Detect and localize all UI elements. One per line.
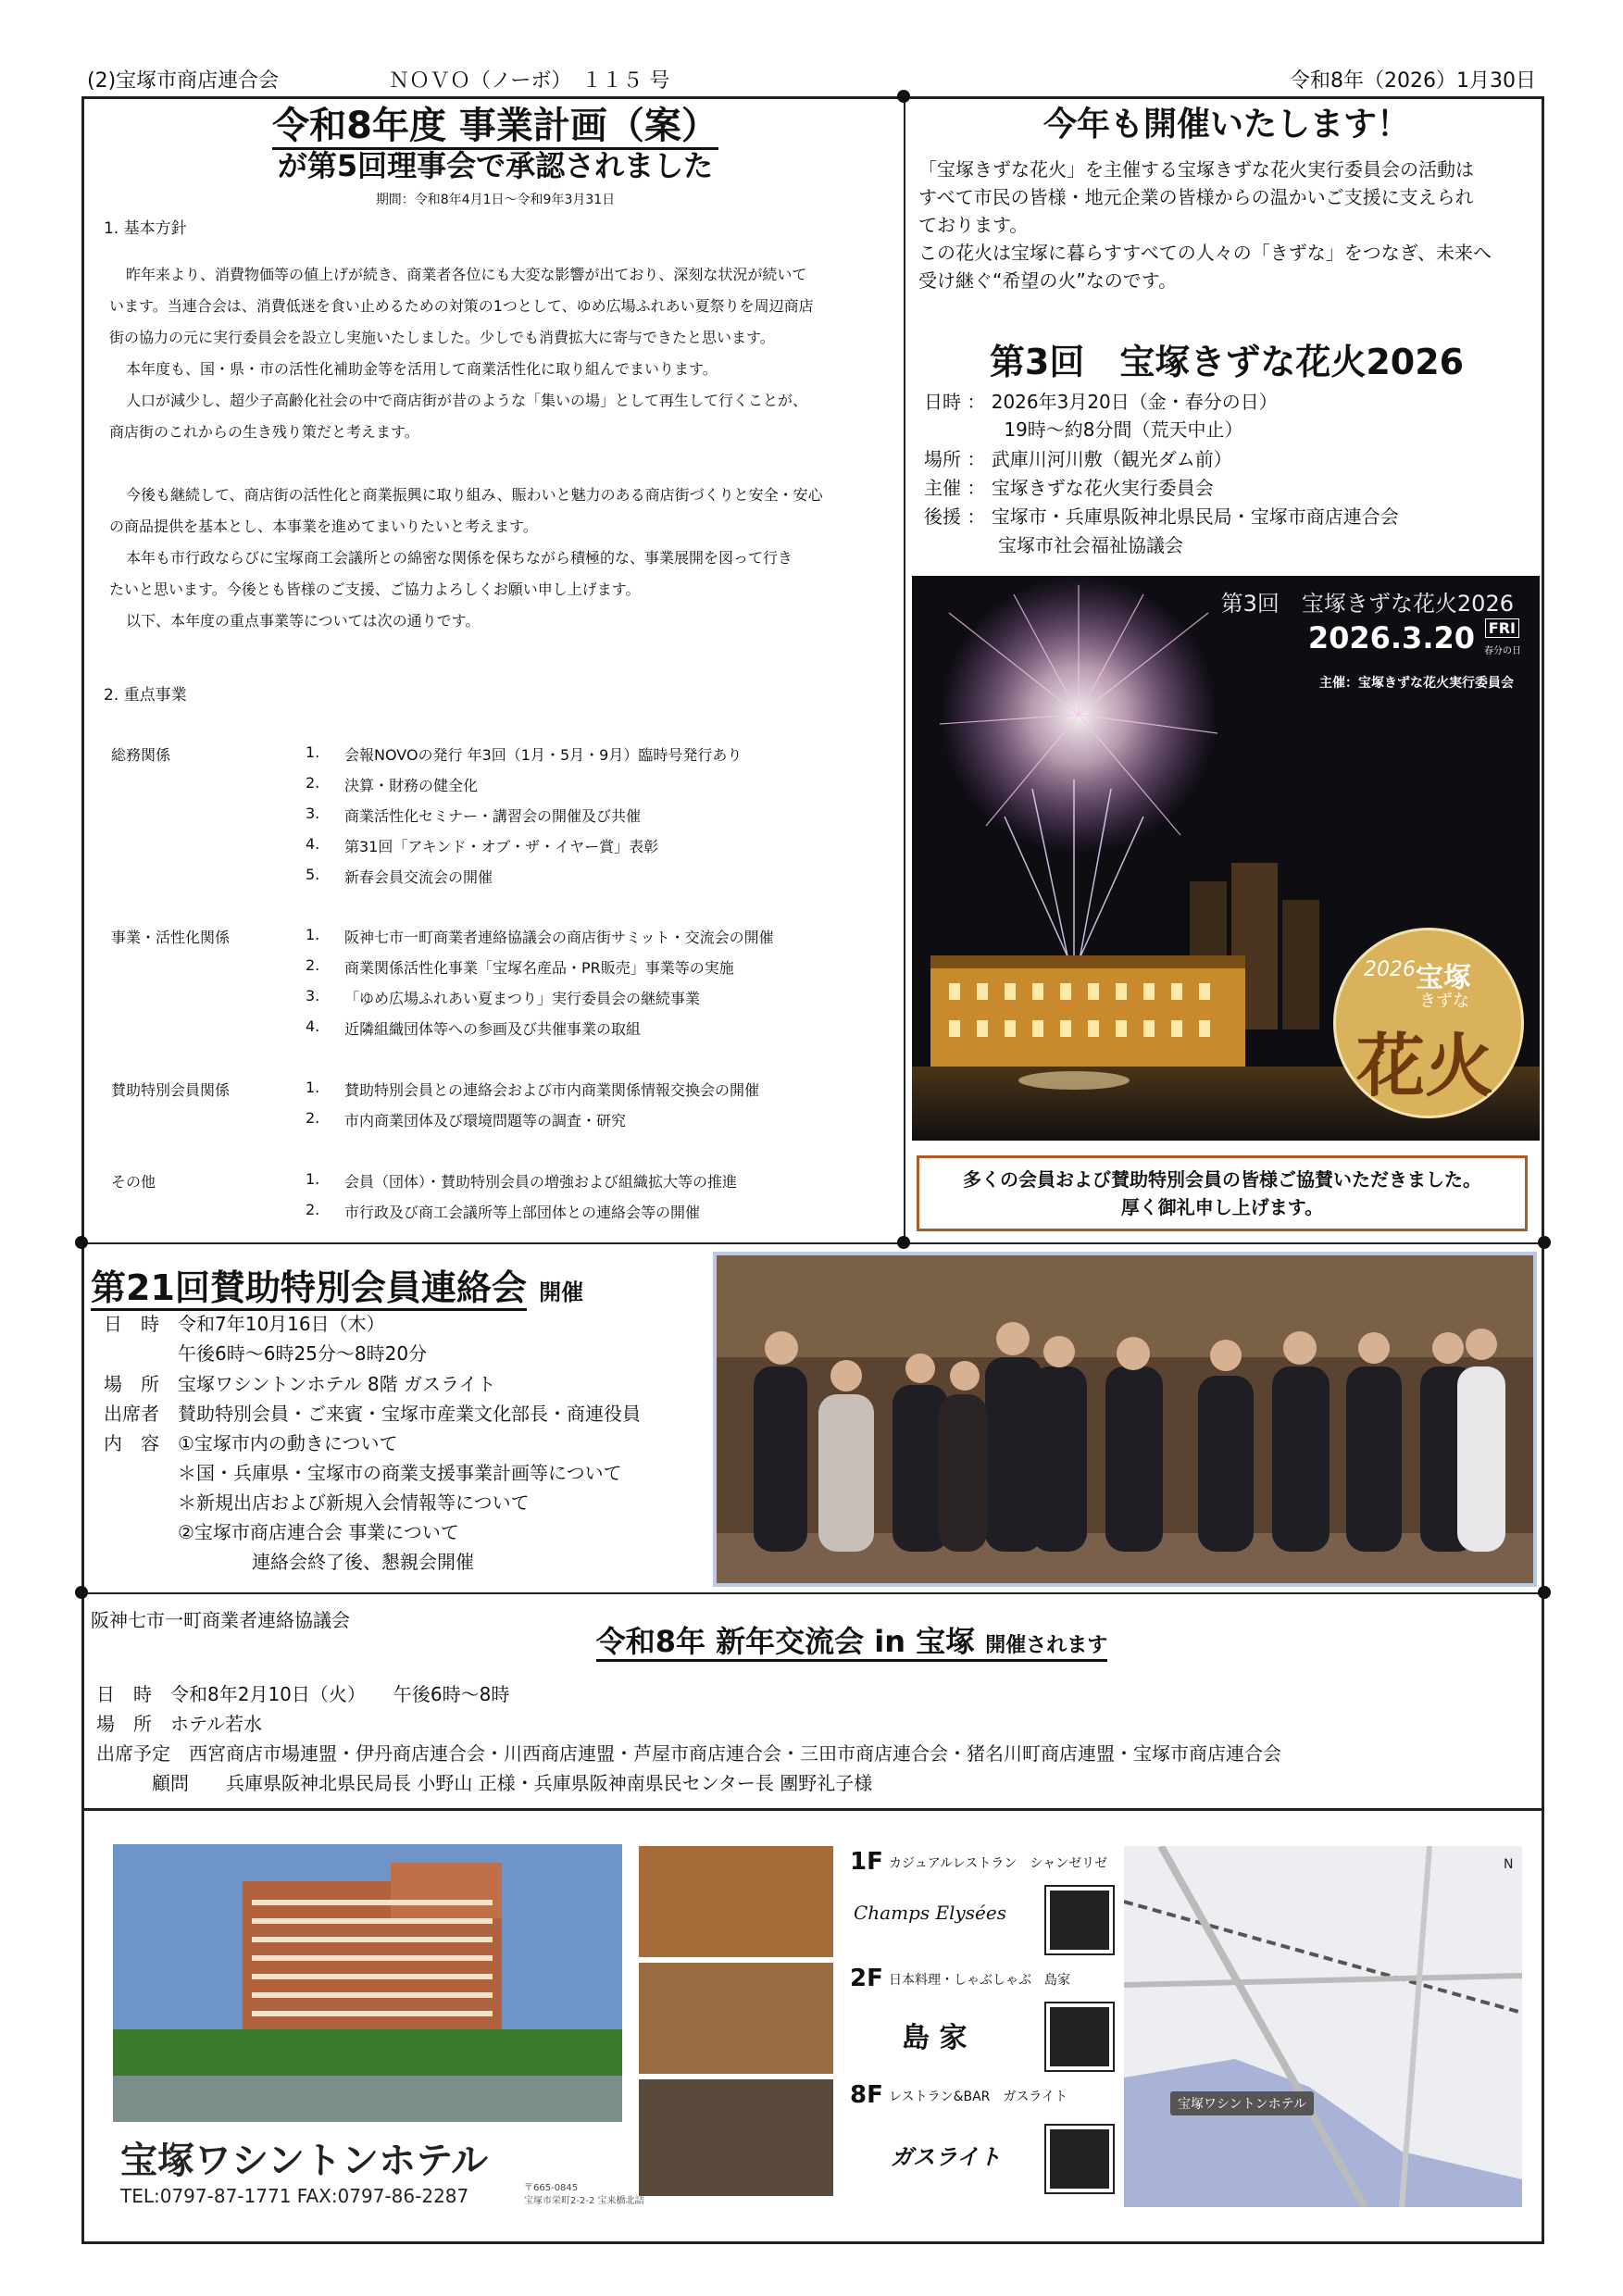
item-number: 4. (306, 835, 320, 853)
plan-body: 昨年来より、消費物価等の値上げが続き、商業者各位にも大変な影響が出ており、深刻な状況が続いて います。当連合会は、消費低迷を食い止めるための対策の1つとして、ゆめ広場ふれあい夏祭りを周辺商店 街の協力の元に実行委員会を設立し実施いたしました。少しでも消費拡大に寄与できたと思います。 本年度も、国・県・市の活性化補助金等を活用して商業活性化に取り組んでまいります。 人口が減少し、超少子高齢化社会の中で商店街が昔のような「集いの場」として再生して行くことが、 商店街のこれからの生き残り策だと考えます。 今後も継続して、商店街の活性化と商業振興に取り組み、賑わいと魅力のある商店街づくりと安全・安心 の商品提供を基本とし、本事業を進めてまいりたいと考えます。 本年も市行政ならびに宝塚商工会議所との綿密な関係を保ちながら積極的な、事業展開を図って行き たいと思います。今後とも皆様のご支援、ご協力よろしくお願い申し上げます。 以下、本年度の重点事業等については次の通りです。 (109, 266, 823, 630)
event-info-row: 日時 ： 2026年3月20日（金・春分の日） (924, 391, 1278, 413)
newyear-row: 場 所 ホテル若水 (96, 1713, 262, 1735)
fireworks-poster (912, 576, 1540, 1141)
floor-desc: カジュアルレストラン シャンゼリゼ (889, 1856, 1107, 1871)
item-number: 2. (306, 1109, 320, 1127)
floor-desc: レストラン&BAR ガスライト (889, 2090, 1067, 2104)
list-item: 近隣組織団体等への参画及び共催事業の取組 (344, 1020, 642, 1038)
meeting-row: ②宝塚市商店連合会 事業について (104, 1521, 459, 1543)
list-item: 市行政及び商工会議所等上部団体との連絡会等の開催 (344, 1204, 701, 1221)
item-number: 2. (306, 1201, 320, 1218)
list-item: 新春会員交流会の開催 (344, 868, 493, 886)
plan-title: 令和8年度 事業計画（案） (111, 96, 880, 149)
access-map (1124, 1846, 1522, 2207)
floor-photo (639, 1963, 833, 2074)
meeting-row: ＊国・兵庫県・宝塚市の商業支援事業計画等について (104, 1462, 622, 1484)
poster-holiday: 春分の日 (1484, 646, 1521, 656)
group-label: その他 (111, 1173, 156, 1191)
item-number: 4. (306, 1017, 320, 1035)
divider-dot (897, 1236, 910, 1249)
meeting-row: 連絡会終了後、懇親会開催 (104, 1551, 474, 1573)
fireworks-intro: 「宝塚きずな花火」を主催する宝塚きずな花火実行委員会の活動は すべて市民の皆様・地元企業の皆様からの温かいご支援に支えられ ております。 この花火は宝塚に暮らすすべての人々の「きずな」をつなぎ、未来へ 受け継ぐ“希望の火”なのです。 (918, 158, 1492, 292)
north-icon: N (1504, 1857, 1514, 1872)
badge-year: 2026 (1364, 958, 1416, 981)
meeting-row: ＊新規出店および新規入会情報等について (104, 1491, 530, 1514)
organizer-label: 阪神七市一町商業者連絡協議会 (91, 1609, 350, 1631)
divider-dot (75, 1236, 88, 1249)
poster-title: 第3回 宝塚きずな花火2026 (1220, 591, 1514, 617)
thanks-box: 多くの会員および賛助特別会員の皆様ご協賛いただきました。 厚く御礼申し上げます。 (917, 1155, 1528, 1231)
map-hotel-label: 宝塚ワシントンホテル (1170, 2091, 1314, 2115)
floor-number: 8F (850, 2081, 883, 2109)
qr-code-icon (1046, 2126, 1113, 2192)
floor-desc: 日本料理・しゃぶしゃぶ 島家 (889, 1973, 1070, 1988)
newyear-row: 出席予定 西宮商店市場連盟・伊丹商店連合会・川西商店連盟・芦屋市商店連合会・三田市商店連合会・猪名川町商店連盟・宝塚市商店連合会 (96, 1742, 1281, 1765)
floor-number: 1F (850, 1848, 883, 1876)
qr-code-icon (1046, 1887, 1113, 1953)
floor-photo (639, 1846, 833, 1957)
poster-organizer: 主催：宝塚きずな花火実行委員会 (1319, 676, 1514, 691)
item-number: 1. (306, 1079, 320, 1096)
group-label: 事業・活性化関係 (111, 929, 231, 946)
newyear-title: 令和8年 新年交流会 in 宝塚 開催されます (389, 1618, 1315, 1661)
column-divider (904, 96, 905, 1244)
list-item: 商業関係活性化事業「宝塚名産品・PR販売」事業等の実施 (344, 959, 734, 977)
group-label: 総務関係 (111, 746, 171, 764)
list-item: 阪神七市一町商業者連絡協議会の商店街サミット・交流会の開催 (344, 929, 774, 946)
floor-logo: ガスライト (891, 2144, 1002, 2170)
list-item: 会報NOVOの発行 年3回（1月・5月・9月）臨時号発行あり (344, 746, 743, 764)
plan-subtitle: が第5回理事会で承認されました (277, 148, 714, 183)
qr-code-icon (1046, 2003, 1113, 2070)
floor-logo: 島 家 (902, 2022, 968, 2054)
item-number: 2. (306, 956, 320, 974)
meeting-row: 日 時 令和7年10月16日（木） (104, 1313, 385, 1335)
poster-date: 2026.3.20 (1307, 620, 1475, 655)
meeting-title: 第21回賛助特別会員連絡会 開催 (91, 1259, 583, 1310)
fireworks-headline: 今年も開催いたします！ (1042, 106, 1410, 144)
poster-badge (1333, 928, 1524, 1118)
divider-dot (897, 90, 910, 103)
poster-day: FRI (1485, 618, 1519, 638)
section-heading: 2. 重点事業 (104, 686, 187, 705)
hotel-postal: 〒665-0845 (524, 2183, 579, 2193)
event-info-row: 宝塚市社会福祉協議会 (924, 534, 1183, 556)
badge-sub: きずな (1419, 992, 1469, 1011)
list-item: 会員（団体）・賛助特別会員の増強および組織拡大等の推進 (344, 1173, 738, 1191)
item-number: 5. (306, 866, 320, 883)
group-label: 賛助特別会員関係 (111, 1081, 231, 1099)
meeting-row: 午後6時～6時25分～8時20分 (104, 1342, 428, 1365)
event-info-row: 主催 ： 宝塚きずな花火実行委員会 (924, 477, 1214, 499)
event-info-row: 場所 ： 武庫川河川敷（観光ダム前） (924, 448, 1232, 470)
section-divider (81, 1808, 1544, 1811)
floor-1f (639, 1846, 1120, 1957)
event-info-row: 後援 ： 宝塚市・兵庫県阪神北県民局・宝塚市商店連合会 (924, 505, 1399, 528)
item-number: 3. (306, 805, 320, 822)
newsletter-name: ＮＯＶＯ（ノーボ） １１５ 号 (389, 69, 670, 93)
section-divider (81, 1242, 1544, 1244)
item-number: 1. (306, 743, 320, 761)
floor-logo: Champs Elysées (854, 1902, 1006, 1924)
meeting-row: 出席者 賛助特別会員・ご来賓・宝塚市産業文化部長・商連役員 (104, 1403, 641, 1425)
hotel-illustration (113, 1844, 622, 2122)
plan-period: 期間：令和8年4月1日～令和9年3月31日 (375, 193, 616, 207)
list-item: 賛助特別会員との連絡会および市内商業関係情報交換会の開催 (344, 1081, 760, 1099)
divider-dot (75, 1586, 88, 1599)
badge-top: 宝塚 (1416, 962, 1471, 994)
hotel-name: 宝塚ワシントンホテル (120, 2140, 488, 2182)
meeting-row: 内 容 ①宝塚市内の動きについて (104, 1432, 398, 1454)
badge-main: 花火 (1356, 1027, 1493, 1106)
divider-dot (1538, 1236, 1551, 1249)
floor-2f (639, 1963, 1120, 2074)
list-item: 第31回「アキンド・オブ・ザ・イヤー賞」表彰 (344, 838, 659, 855)
item-number: 3. (306, 987, 320, 1004)
floor-number: 2F (850, 1965, 883, 1992)
newyear-row: 日 時 令和8年2月10日（火） 午後6時～8時 (96, 1683, 510, 1705)
meeting-row: 場 所 宝塚ワシントンホテル 8階 ガスライト (104, 1373, 496, 1395)
list-item: 市内商業団体及び環境問題等の調査・研究 (344, 1112, 627, 1129)
hotel-contact: TEL:0797-87-1771 FAX:0797-86-2287 (120, 2185, 469, 2207)
issue-label: (2)宝塚市商店連合会 (87, 69, 280, 93)
newyear-row: 顧問 兵庫県阪神北県民局長 小野山 正様・兵庫県阪神南県民センター長 團野礼子様 (96, 1772, 873, 1794)
item-number: 2. (306, 774, 320, 792)
floor-8f (639, 2079, 1120, 2200)
list-item: 「ゆめ広場ふれあい夏まつり」実行委員会の継続事業 (344, 990, 701, 1007)
divider-dot (1538, 1586, 1551, 1599)
item-number: 1. (306, 926, 320, 943)
group-photo (713, 1252, 1537, 1587)
group-photo-illustration (717, 1255, 1533, 1583)
section-heading: 1. 基本方針 (104, 219, 187, 238)
fireworks-title: 第3回 宝塚きずな花火2026 (989, 342, 1465, 382)
map-illustration (1124, 1846, 1522, 2207)
item-number: 1. (306, 1170, 320, 1188)
hotel-photo (113, 1844, 622, 2122)
event-info-row: 19時～約8分間（荒天中止） (924, 418, 1243, 441)
issue-date: 令和8年（2026）1月30日 (1290, 69, 1536, 93)
list-item: 決算・財務の健全化 (344, 777, 479, 794)
list-item: 商業活性化セミナー・講習会の開催及び共催 (344, 807, 642, 825)
floor-photo (639, 2079, 833, 2196)
section-divider (81, 1592, 1544, 1594)
hotel-address: 宝塚市栄町2-2-2 宝来橋北詰 (524, 2196, 644, 2206)
